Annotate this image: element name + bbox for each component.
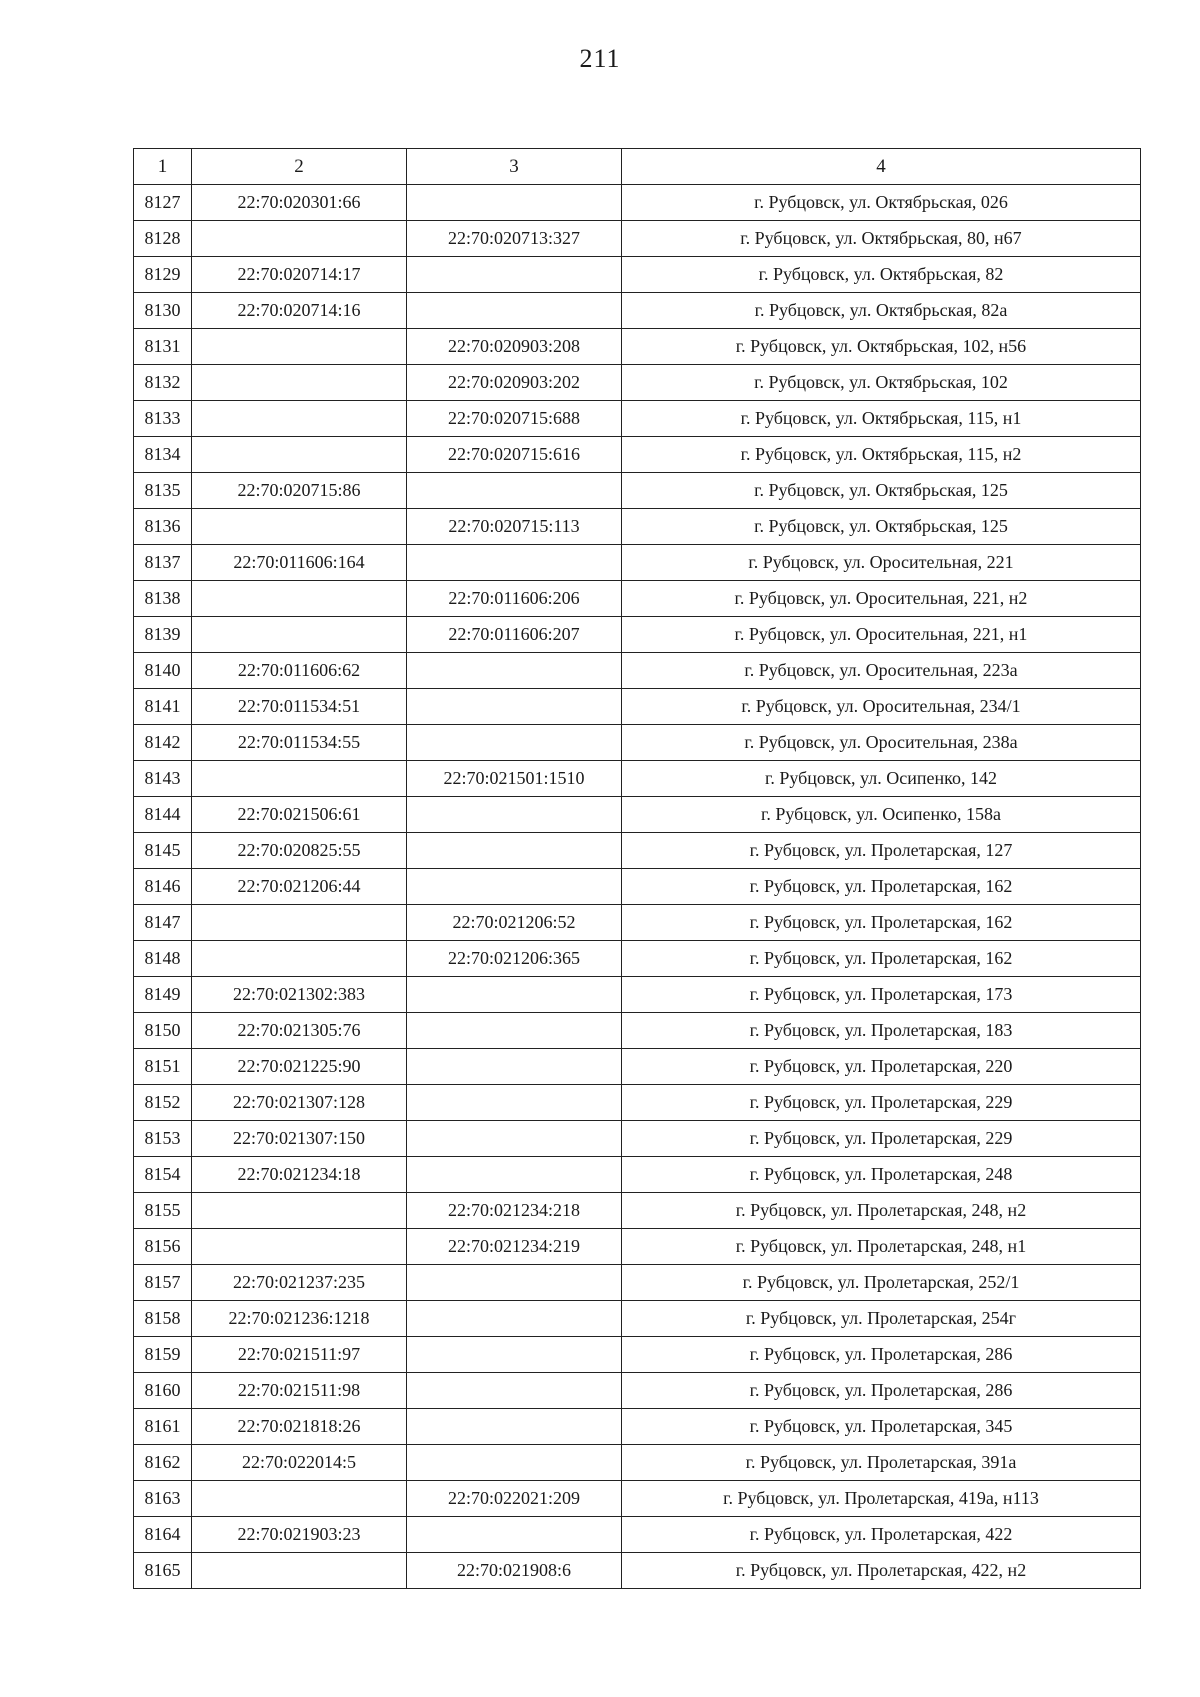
table-row: [134, 617, 1141, 653]
cadastral-number-land-cell: 22:70:021818:26: [192, 1409, 407, 1445]
cadastral-number-object-cell: [407, 1301, 622, 1337]
row-number-cell: 8151: [134, 1049, 192, 1085]
cadastral-number-land-cell: 22:70:020301:66: [192, 185, 407, 221]
address-cell: г. Рубцовск, ул. Октябрьская, 115, н1: [622, 401, 1141, 437]
table-row: [134, 1481, 1141, 1517]
row-number-cell: 8153: [134, 1121, 192, 1157]
table-row: [134, 1553, 1141, 1589]
row-number-cell: 8147: [134, 905, 192, 941]
table-row: [134, 257, 1141, 293]
table-row: [134, 545, 1141, 581]
address-cell: г. Рубцовск, ул. Оросительная, 223а: [622, 653, 1141, 689]
address-cell: г. Рубцовск, ул. Пролетарская, 248: [622, 1157, 1141, 1193]
cadastral-number-land-cell: 22:70:020825:55: [192, 833, 407, 869]
cadastral-number-land-cell: 22:70:021206:44: [192, 869, 407, 905]
cadastral-number-land-cell: 22:70:011534:51: [192, 689, 407, 725]
cadastral-number-land-cell: [192, 941, 407, 977]
cadastral-number-object-cell: [407, 545, 622, 581]
page-number: 211: [579, 44, 621, 73]
cadastral-number-land-cell: [192, 1193, 407, 1229]
address-cell: г. Рубцовск, ул. Пролетарская, 391а: [622, 1445, 1141, 1481]
cadastral-number-land-cell: [192, 401, 407, 437]
table-row: [134, 1409, 1141, 1445]
row-number-cell: 8150: [134, 1013, 192, 1049]
table-row: [134, 509, 1141, 545]
cadastral-number-object-cell: 22:70:020715:688: [407, 401, 622, 437]
cadastral-number-object-cell: 22:70:020903:202: [407, 365, 622, 401]
cadastral-number-land-cell: 22:70:020714:16: [192, 293, 407, 329]
row-number-cell: 8143: [134, 761, 192, 797]
row-number-cell: 8148: [134, 941, 192, 977]
cadastral-number-object-cell: [407, 1085, 622, 1121]
row-number-cell: 8134: [134, 437, 192, 473]
table-row: [134, 401, 1141, 437]
table-body: [134, 185, 1141, 1589]
table-row: [134, 329, 1141, 365]
table-row: [134, 293, 1141, 329]
address-cell: г. Рубцовск, ул. Оросительная, 238а: [622, 725, 1141, 761]
cadastral-number-land-cell: 22:70:022014:5: [192, 1445, 407, 1481]
table-row: [134, 473, 1141, 509]
table-row: [134, 1013, 1141, 1049]
cadastral-number-land-cell: 22:70:021237:235: [192, 1265, 407, 1301]
table-row: [134, 905, 1141, 941]
cadastral-number-land-cell: 22:70:021307:150: [192, 1121, 407, 1157]
row-number-cell: 8133: [134, 401, 192, 437]
cadastral-number-object-cell: 22:70:021206:52: [407, 905, 622, 941]
address-cell: г. Рубцовск, ул. Октябрьская, 125: [622, 473, 1141, 509]
cadastral-number-object-cell: 22:70:011606:206: [407, 581, 622, 617]
table-row: [134, 761, 1141, 797]
address-cell: г. Рубцовск, ул. Пролетарская, 419а, н113: [622, 1481, 1141, 1517]
row-number-cell: 8144: [134, 797, 192, 833]
cadastral-number-land-cell: [192, 617, 407, 653]
row-number-cell: 8155: [134, 1193, 192, 1229]
cadastral-number-object-cell: 22:70:021234:219: [407, 1229, 622, 1265]
cadastral-number-object-cell: [407, 257, 622, 293]
address-cell: г. Рубцовск, ул. Октябрьская, 82а: [622, 293, 1141, 329]
address-cell: г. Рубцовск, ул. Оросительная, 234/1: [622, 689, 1141, 725]
table-row: [134, 1193, 1141, 1229]
row-number-cell: 8136: [134, 509, 192, 545]
header-row: [134, 149, 1141, 185]
table-row: [134, 221, 1141, 257]
table-row: [134, 869, 1141, 905]
cadastral-number-object-cell: 22:70:022021:209: [407, 1481, 622, 1517]
address-cell: г. Рубцовск, ул. Октябрьская, 80, н67: [622, 221, 1141, 257]
row-number-cell: 8130: [134, 293, 192, 329]
cadastral-number-object-cell: [407, 689, 622, 725]
cadastral-number-object-cell: [407, 1517, 622, 1553]
address-cell: г. Рубцовск, ул. Пролетарская, 286: [622, 1337, 1141, 1373]
address-cell: г. Рубцовск, ул. Пролетарская, 229: [622, 1085, 1141, 1121]
row-number-cell: 8154: [134, 1157, 192, 1193]
row-number-cell: 8145: [134, 833, 192, 869]
cadastral-number-land-cell: [192, 329, 407, 365]
cadastral-number-object-cell: [407, 869, 622, 905]
row-number-cell: 8152: [134, 1085, 192, 1121]
table-row: [134, 1121, 1141, 1157]
cadastral-number-object-cell: 22:70:021908:6: [407, 1553, 622, 1589]
cadastral-number-object-cell: [407, 1445, 622, 1481]
address-cell: г. Рубцовск, ул. Пролетарская, 254г: [622, 1301, 1141, 1337]
table-header: [134, 149, 1141, 185]
cadastral-number-object-cell: 22:70:021206:365: [407, 941, 622, 977]
table-row: [134, 1157, 1141, 1193]
cadastral-number-land-cell: [192, 581, 407, 617]
row-number-cell: 8141: [134, 689, 192, 725]
row-number-cell: 8146: [134, 869, 192, 905]
cadastral-number-land-cell: [192, 905, 407, 941]
address-cell: г. Рубцовск, ул. Пролетарская, 248, н1: [622, 1229, 1141, 1265]
row-number-cell: 8127: [134, 185, 192, 221]
row-number-cell: 8164: [134, 1517, 192, 1553]
address-cell: г. Рубцовск, ул. Осипенко, 158а: [622, 797, 1141, 833]
table-row: [134, 1049, 1141, 1085]
cadastral-number-object-cell: 22:70:020713:327: [407, 221, 622, 257]
cadastral-number-land-cell: 22:70:011606:164: [192, 545, 407, 581]
cadastral-number-object-cell: 22:70:020715:616: [407, 437, 622, 473]
cadastral-number-object-cell: [407, 653, 622, 689]
row-number-cell: 8128: [134, 221, 192, 257]
table-row: [134, 977, 1141, 1013]
table-row: [134, 689, 1141, 725]
address-cell: г. Рубцовск, ул. Пролетарская, 229: [622, 1121, 1141, 1157]
cadastral-number-object-cell: [407, 1337, 622, 1373]
address-cell: г. Рубцовск, ул. Пролетарская, 162: [622, 941, 1141, 977]
row-number-cell: 8159: [134, 1337, 192, 1373]
address-cell: г. Рубцовск, ул. Оросительная, 221, н2: [622, 581, 1141, 617]
cadastral-number-land-cell: 22:70:021234:18: [192, 1157, 407, 1193]
cadastral-number-object-cell: 22:70:020715:113: [407, 509, 622, 545]
cadastral-number-land-cell: 22:70:021236:1218: [192, 1301, 407, 1337]
address-cell: г. Рубцовск, ул. Октябрьская, 115, н2: [622, 437, 1141, 473]
table-row: [134, 1265, 1141, 1301]
table-row: [134, 1517, 1141, 1553]
address-cell: г. Рубцовск, ул. Пролетарская, 422: [622, 1517, 1141, 1553]
cadastral-number-land-cell: [192, 437, 407, 473]
table-row: [134, 581, 1141, 617]
cadastral-number-land-cell: [192, 221, 407, 257]
address-cell: г. Рубцовск, ул. Октябрьская, 102, н56: [622, 329, 1141, 365]
address-cell: г. Рубцовск, ул. Пролетарская, 345: [622, 1409, 1141, 1445]
table-row: [134, 1301, 1141, 1337]
cadastral-number-land-cell: [192, 1481, 407, 1517]
cadastral-number-land-cell: 22:70:020714:17: [192, 257, 407, 293]
cadastral-number-land-cell: [192, 761, 407, 797]
address-cell: г. Рубцовск, ул. Пролетарская, 162: [622, 905, 1141, 941]
table-row: [134, 185, 1141, 221]
cadastral-number-land-cell: 22:70:021511:98: [192, 1373, 407, 1409]
cadastral-number-object-cell: [407, 1409, 622, 1445]
address-cell: г. Рубцовск, ул. Пролетарская, 286: [622, 1373, 1141, 1409]
cadastral-number-object-cell: [407, 797, 622, 833]
address-cell: г. Рубцовск, ул. Октябрьская, 125: [622, 509, 1141, 545]
cadastral-number-object-cell: [407, 1049, 622, 1085]
address-cell: г. Рубцовск, ул. Пролетарская, 183: [622, 1013, 1141, 1049]
cadastral-number-object-cell: 22:70:021234:218: [407, 1193, 622, 1229]
cadastral-number-land-cell: 22:70:021903:23: [192, 1517, 407, 1553]
table-row: [134, 941, 1141, 977]
row-number-cell: 8135: [134, 473, 192, 509]
cadastral-number-object-cell: [407, 1013, 622, 1049]
table-row: [134, 1229, 1141, 1265]
row-number-cell: 8142: [134, 725, 192, 761]
table-row: [134, 1373, 1141, 1409]
cadastral-number-object-cell: [407, 1373, 622, 1409]
row-number-cell: 8158: [134, 1301, 192, 1337]
row-number-cell: 8139: [134, 617, 192, 653]
cadastral-number-object-cell: 22:70:011606:207: [407, 617, 622, 653]
row-number-cell: 8160: [134, 1373, 192, 1409]
cadastral-number-land-cell: 22:70:021511:97: [192, 1337, 407, 1373]
cadastral-number-object-cell: [407, 977, 622, 1013]
cadastral-number-land-cell: 22:70:021302:383: [192, 977, 407, 1013]
cadastral-number-object-cell: [407, 725, 622, 761]
cadastral-number-object-cell: 22:70:021501:1510: [407, 761, 622, 797]
column-header-3: 3: [407, 149, 622, 185]
row-number-cell: 8157: [134, 1265, 192, 1301]
cadastral-number-land-cell: 22:70:021307:128: [192, 1085, 407, 1121]
row-number-cell: 8137: [134, 545, 192, 581]
cadastral-number-object-cell: [407, 293, 622, 329]
cadastral-number-land-cell: [192, 1229, 407, 1265]
address-cell: г. Рубцовск, ул. Пролетарская, 162: [622, 869, 1141, 905]
address-cell: г. Рубцовск, ул. Пролетарская, 173: [622, 977, 1141, 1013]
row-number-cell: 8156: [134, 1229, 192, 1265]
table-row: [134, 725, 1141, 761]
cadastral-number-land-cell: 22:70:021305:76: [192, 1013, 407, 1049]
row-number-cell: 8161: [134, 1409, 192, 1445]
row-number-cell: 8165: [134, 1553, 192, 1589]
cadastral-number-object-cell: [407, 1121, 622, 1157]
address-cell: г. Рубцовск, ул. Пролетарская, 248, н2: [622, 1193, 1141, 1229]
table-row: [134, 797, 1141, 833]
table-row: [134, 653, 1141, 689]
table-row: [134, 365, 1141, 401]
column-header-2: 2: [192, 149, 407, 185]
address-cell: г. Рубцовск, ул. Пролетарская, 422, н2: [622, 1553, 1141, 1589]
cadastral-number-object-cell: 22:70:020903:208: [407, 329, 622, 365]
cadastral-number-object-cell: [407, 185, 622, 221]
table-row: [134, 1085, 1141, 1121]
cadastral-number-land-cell: 22:70:021506:61: [192, 797, 407, 833]
register-table: [133, 148, 1141, 1589]
cadastral-number-object-cell: [407, 1157, 622, 1193]
cadastral-number-land-cell: 22:70:011606:62: [192, 653, 407, 689]
table-row: [134, 1337, 1141, 1373]
cadastral-number-land-cell: 22:70:011534:55: [192, 725, 407, 761]
cadastral-number-land-cell: [192, 1553, 407, 1589]
column-header-1: 1: [134, 149, 192, 185]
cadastral-number-land-cell: 22:70:021225:90: [192, 1049, 407, 1085]
row-number-cell: 8129: [134, 257, 192, 293]
address-cell: г. Рубцовск, ул. Пролетарская, 220: [622, 1049, 1141, 1085]
address-cell: г. Рубцовск, ул. Осипенко, 142: [622, 761, 1141, 797]
cadastral-number-object-cell: [407, 1265, 622, 1301]
table-row: [134, 1445, 1141, 1481]
address-cell: г. Рубцовск, ул. Октябрьская, 026: [622, 185, 1141, 221]
row-number-cell: 8140: [134, 653, 192, 689]
address-cell: г. Рубцовск, ул. Октябрьская, 82: [622, 257, 1141, 293]
table-row: [134, 437, 1141, 473]
address-cell: г. Рубцовск, ул. Оросительная, 221, н1: [622, 617, 1141, 653]
row-number-cell: 8131: [134, 329, 192, 365]
cadastral-number-land-cell: [192, 509, 407, 545]
row-number-cell: 8162: [134, 1445, 192, 1481]
cadastral-number-object-cell: [407, 833, 622, 869]
row-number-cell: 8163: [134, 1481, 192, 1517]
column-header-4: 4: [622, 149, 1141, 185]
cadastral-number-land-cell: 22:70:020715:86: [192, 473, 407, 509]
table-row: [134, 833, 1141, 869]
row-number-cell: 8132: [134, 365, 192, 401]
cadastral-number-object-cell: [407, 473, 622, 509]
address-cell: г. Рубцовск, ул. Пролетарская, 252/1: [622, 1265, 1141, 1301]
row-number-cell: 8138: [134, 581, 192, 617]
address-cell: г. Рубцовск, ул. Октябрьская, 102: [622, 365, 1141, 401]
address-cell: г. Рубцовск, ул. Пролетарская, 127: [622, 833, 1141, 869]
row-number-cell: 8149: [134, 977, 192, 1013]
address-cell: г. Рубцовск, ул. Оросительная, 221: [622, 545, 1141, 581]
cadastral-number-land-cell: [192, 365, 407, 401]
